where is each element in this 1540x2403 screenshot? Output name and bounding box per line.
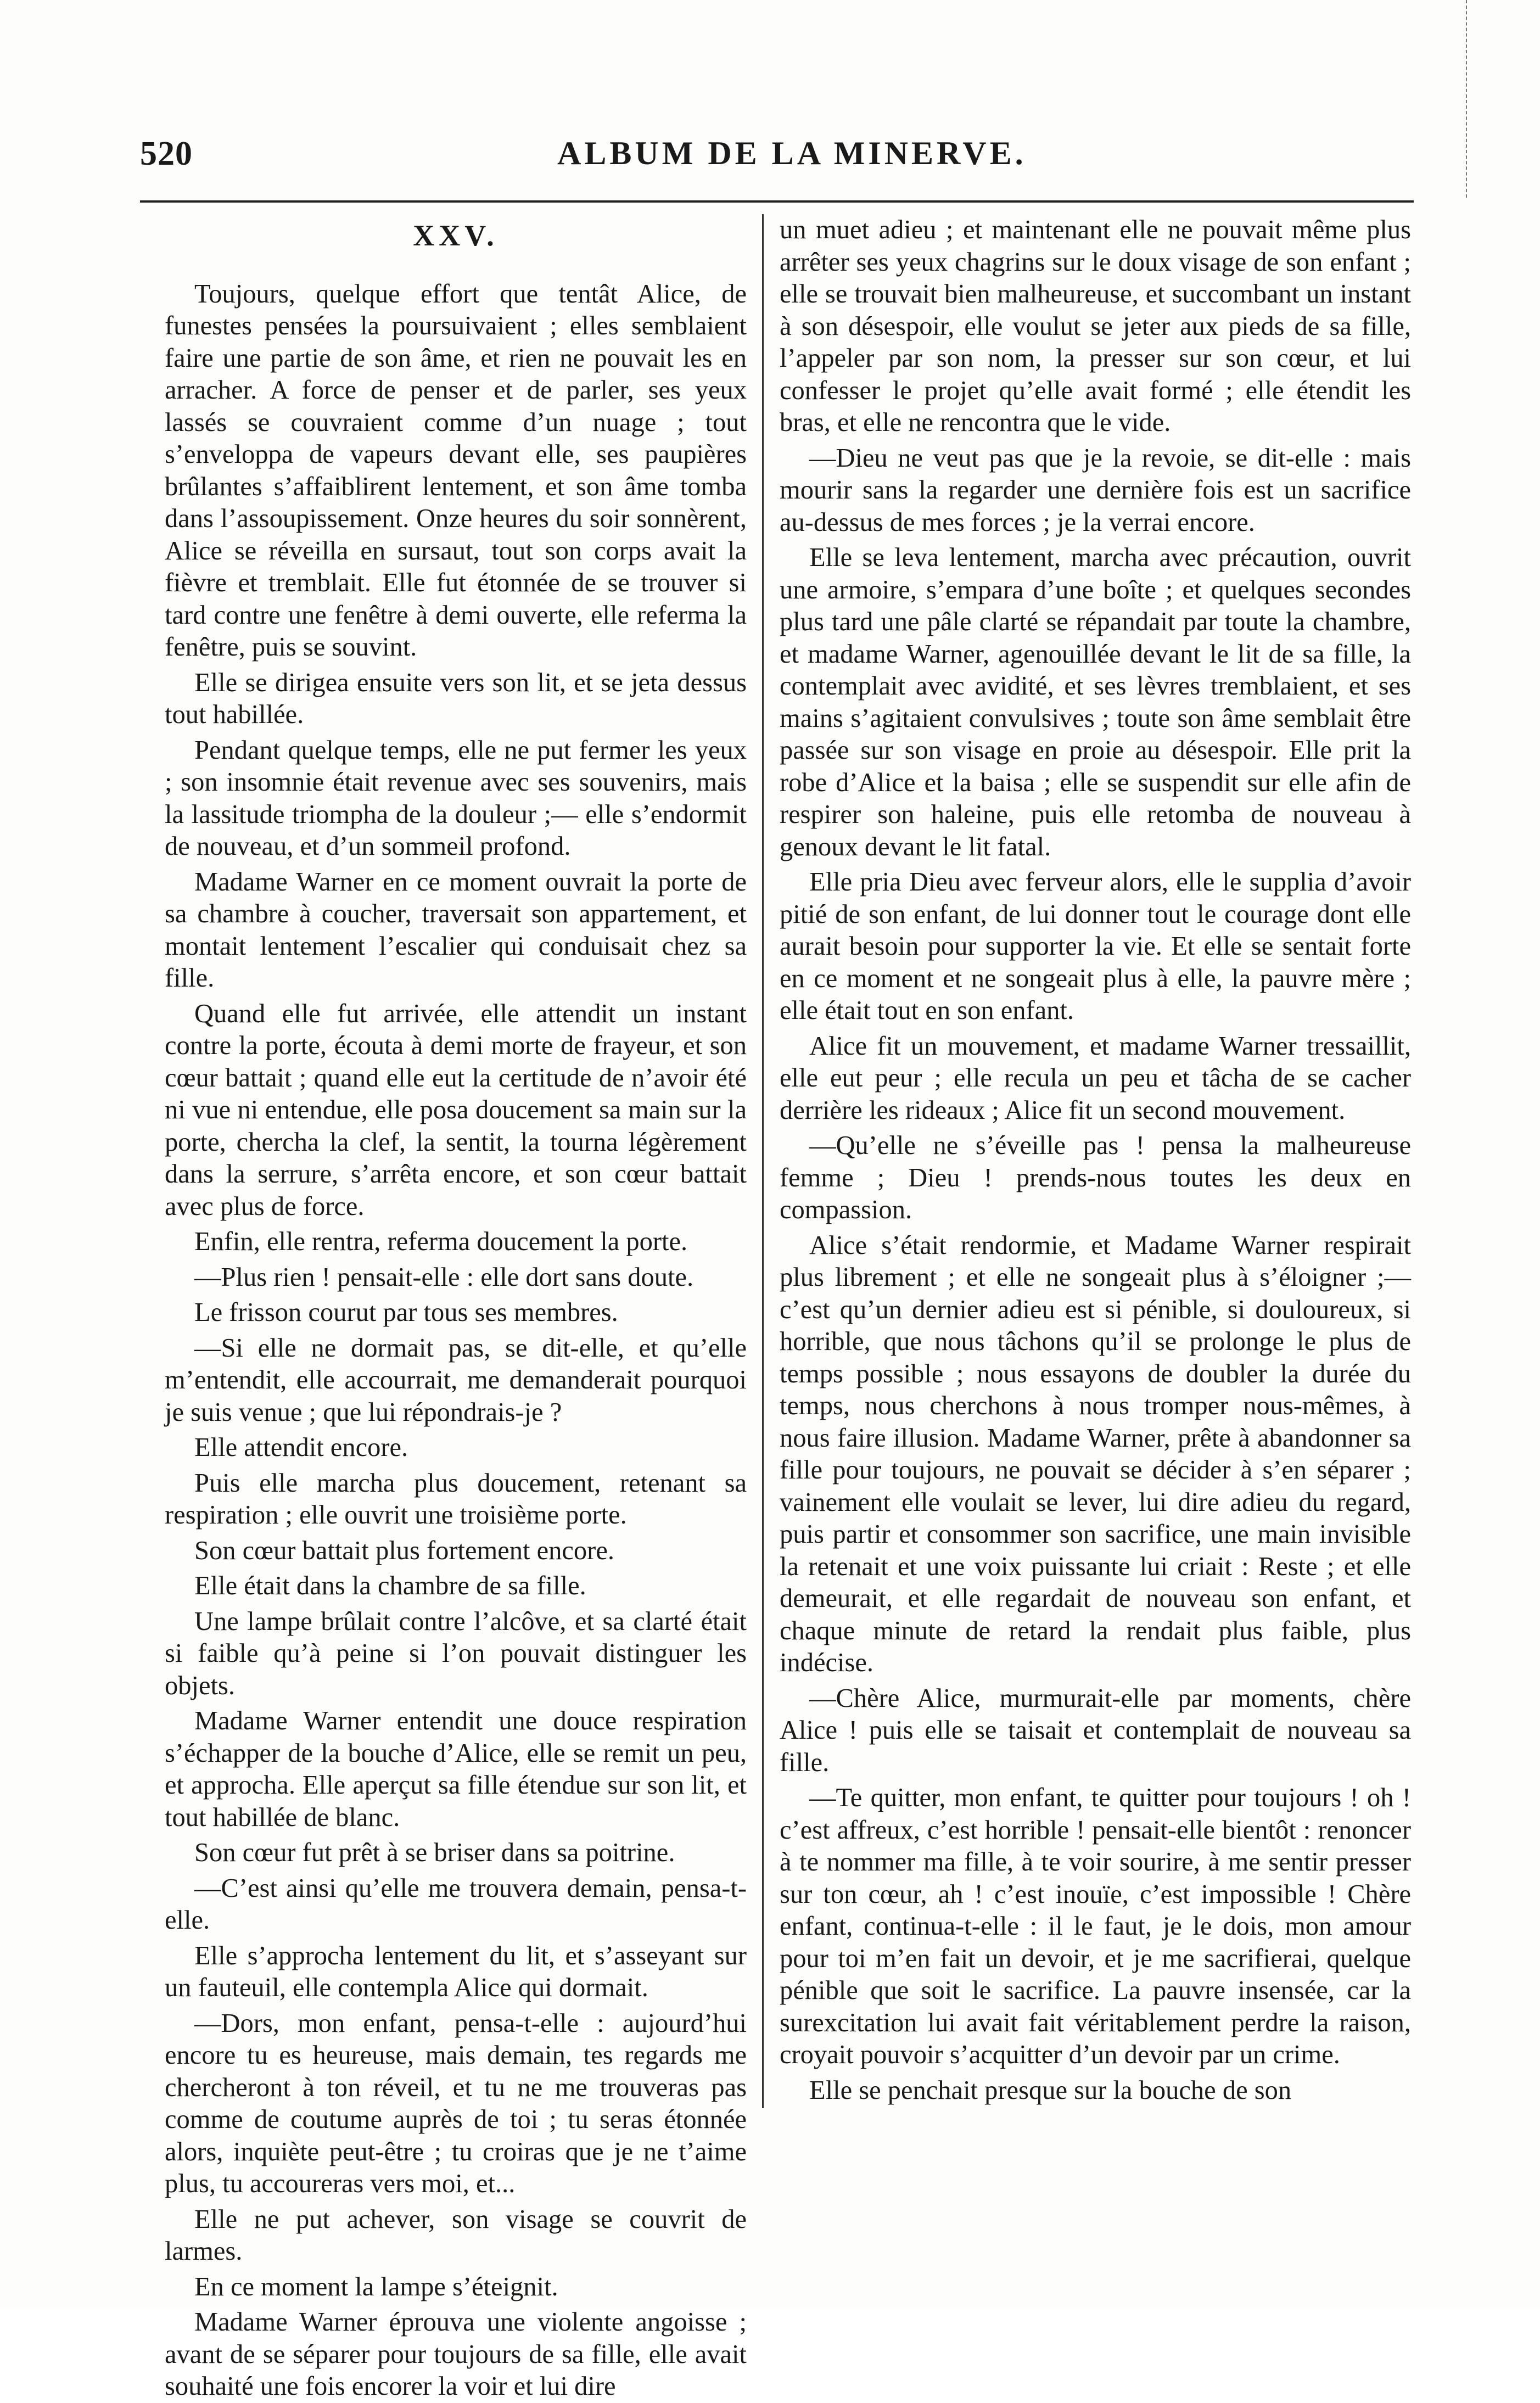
paragraph: Madame Warner éprouva une violente angoisse ; avant de se séparer pour toujours de sa fille, elle avait souhaité une fois encorer la voir et lui dire [165, 2307, 747, 2401]
paragraph: —Dieu ne veut pas que je la revoie, se dit-elle : mais mourir sans la regarder une dernière fois est un sacrifice au-dessus de mes forces ; je la verrai encore. [780, 443, 1411, 537]
paragraph: —C’est ainsi qu’elle me trouvera demain, pensa-t-elle. [165, 1873, 747, 1935]
paragraph: Elle se dirigea ensuite vers son lit, et se jeta dessus tout habillée. [165, 668, 747, 729]
paragraph: Elle était dans la chambre de sa fille. [194, 1571, 586, 1600]
scan-edge-mark [1466, 0, 1467, 198]
paragraph: Elle pria Dieu avec ferveur alors, elle le supplia d’avoir pitié de son enfant, de lui donner tout le courage dont elle aurait besoin pour supporter la vie. Et elle se sentait forte en ce moment et ne songeait plus à elle, la pauvre mère ; elle était tout en son enfant. [780, 867, 1411, 1025]
paragraph: En ce moment la lampe s’éteignit. [194, 2272, 558, 2301]
page-header [140, 124, 1414, 189]
left-column [165, 214, 747, 2401]
paragraph: Elle s’approcha lentement du lit, et s’asseyant sur un fauteuil, elle contempla Alice qui dormait. [165, 1941, 747, 2002]
paragraph: Une lampe brûlait contre l’alcôve, et sa clarté était si faible qu’à peine si l’on pouvait distinguer les objets. [165, 1606, 747, 1700]
paragraph: —Si elle ne dormait pas, se dit-elle, et qu’elle m’entendit, elle accourrait, me demanderait pourquoi je suis venue ; que lui répondrais-je ? [165, 1333, 747, 1427]
paragraph-continued: un muet adieu ; et maintenant elle ne pouvait même plus arrêter ses yeux chagrins sur le doux visage de son enfant ; elle se trouvait bien malheureuse, et succombant un instant à son désespoir, elle voulut se jeter aux pieds de sa fille, l’appeler par son nom, la presser sur son cœur, et lui confesser le projet qu’elle avait formé ; elle étendit les bras, et elle ne rencontra que le vide. [780, 215, 1411, 437]
right-column [780, 214, 1411, 2202]
header-rule [140, 200, 1414, 203]
paragraph: Elle attendit encore. [194, 1433, 408, 1462]
column-divider [762, 214, 764, 2108]
running-title: ALBUM DE LA MINERVE. [557, 135, 1027, 171]
page-number: 520 [140, 135, 193, 172]
paragraph: —Chère Alice, murmurait-elle par moments, chère Alice ! puis elle se taisait et contemplait de nouveau sa fille. [780, 1683, 1411, 1777]
paragraph: Enfin, elle rentra, referma doucement la porte. [194, 1227, 688, 1256]
paragraph: Toujours, quelque effort que tentât Alice, de funestes pensées la poursuivaient ; elles semblaient faire une partie de son âme, et rien ne pouvait les en arracher. A force de penser et de parler, ses yeux lassés se couvraient comme d’un nuage ; tout s’enveloppa de vapeurs devant elle, ses paupières brûlantes s’affaiblirent lentement, et son âme tomba dans l’assoupissement. Onze heures du soir sonnèrent, Alice se réveilla en sursaut, tout son corps avait la fièvre et tremblait. Elle fut étonnée de se trouver si tard contre une fenêtre à demi ouverte, elle referma la fenêtre, puis se souvint. [165, 279, 747, 662]
paragraph: Son cœur fut prêt à se briser dans sa poitrine. [194, 1838, 675, 1867]
paragraph: Alice fit un mouvement, et madame Warner tressaillit, elle eut peur ; elle recula un peu et tâcha de se cacher derrière les rideaux ; Alice fit un second mouvement. [780, 1031, 1411, 1125]
paragraph: Elle se leva lentement, marcha avec précaution, ouvrit une armoire, s’empara d’une boîte ; et quelques secondes plus tard une pâle clarté se répandait par toute la chambre, et madame Warner, agenouillée devant le lit de sa fille, la contemplait avec avidité, et ses lèvres tremblaient, et ses mains s’agitaient convulsives ; toute son âme semblait être passée sur son visage en proie au désespoir. Elle prit la robe d’Alice et la baisa ; elle se suspendit sur elle afin de respirer son haleine, puis elle retomba de nouveau à genoux devant le lit fatal. [780, 543, 1411, 861]
paragraph: Elle ne put achever, son visage se couvrit de larmes. [165, 2204, 747, 2266]
paragraph: Le frisson courut par tous ses membres. [194, 1298, 618, 1327]
paragraph: —Dors, mon enfant, pensa-t-elle : aujourd’hui encore tu es heureuse, mais demain, tes regards me chercheront à ton réveil, et tu ne me trouveras pas comme de coutume auprès de toi ; tu seras étonnée alors, inquiète peut-être ; tu croiras que je ne t’aime plus, tu accoureras vers moi, et... [165, 2008, 747, 2198]
paragraph: Elle se penchait presque sur la bouche de son [809, 2075, 1292, 2105]
paragraph: Madame Warner en ce moment ouvrait la porte de sa chambre à coucher, traversait son appartement, et montait lentement l’escalier qui conduisait chez sa fille. [165, 867, 747, 993]
paragraph: —Qu’elle ne s’éveille pas ! pensa la malheureuse femme ; Dieu ! prends-nous toutes les deux en compassion. [780, 1131, 1411, 1224]
section-heading: XXV. [413, 219, 499, 252]
paragraph: Puis elle marcha plus doucement, retenant sa respiration ; elle ouvrit une troisième porte. [165, 1468, 747, 1530]
paragraph: Quand elle fut arrivée, elle attendit un instant contre la porte, écouta à demi morte de frayeur, et son cœur battait ; quand elle eut la certitude de n’avoir été ni vue ni entendue, elle posa doucement sa main sur la porte, chercha la clef, la sentit, la tourna légèrement dans la serrure, s’arrêta encore, et son cœur battait avec plus de force. [165, 999, 747, 1221]
paragraph: —Te quitter, mon enfant, te quitter pour toujours ! oh ! c’est affreux, c’est horrible ! pensait-elle bientôt : renoncer à te nommer ma fille, à te voir sourire, à me sentir presser sur ton cœur, ah ! c’est inouïe, c’est impossible ! Chère enfant, continua-t-elle : il le faut, je le dois, mon amour pour toi m’en fait un devoir, et je me sacrifierai, quelque pénible que soit le sacrifice. La pauvre insensée, car la surexcitation lui avait fait véritablement perdre la raison, croyait pouvoir s’acquitter d’un devoir par un crime. [780, 1783, 1411, 2069]
paragraph: Son cœur battait plus fortement encore. [194, 1536, 614, 1565]
paragraph: Alice s’était rendormie, et Madame Warner respirait plus librement ; et elle ne songeait plus à s’éloigner ;—c’est qu’un dernier adieu est si pénible, si douloureux, si horrible, que nous tâchons qu’il se prolonge le plus de temps possible ; nous essayons de doubler la durée du temps, nous cherchons à nous tromper nous-mêmes, à nous faire illusion. Madame Warner, prête à abandonner sa fille pour toujours, ne pouvait se décider à s’en séparer ; vainement elle voulait se lever, lui dire adieu du regard, puis partir et consommer son sacrifice, une main invisible la retenait et une voix puissante lui criait : Reste ; et elle demeurait, et elle regardait de nouveau son enfant, et chaque minute de retard la rendait plus faible, plus indécise. [780, 1230, 1411, 1677]
paragraph: Madame Warner entendit une douce respiration s’échapper de la bouche d’Alice, elle se remit un peu, et approcha. Elle aperçut sa fille étendue sur son lit, et tout habillée de blanc. [165, 1706, 747, 1832]
paragraph: Pendant quelque temps, elle ne put fermer les yeux ; son insomnie était revenue avec ses souvenirs, mais la lassitude triompha de la douleur ;— elle s’endormit de nouveau, et d’un sommeil profond. [165, 735, 747, 861]
paragraph: —Plus rien ! pensait-elle : elle dort sans doute. [194, 1262, 694, 1292]
